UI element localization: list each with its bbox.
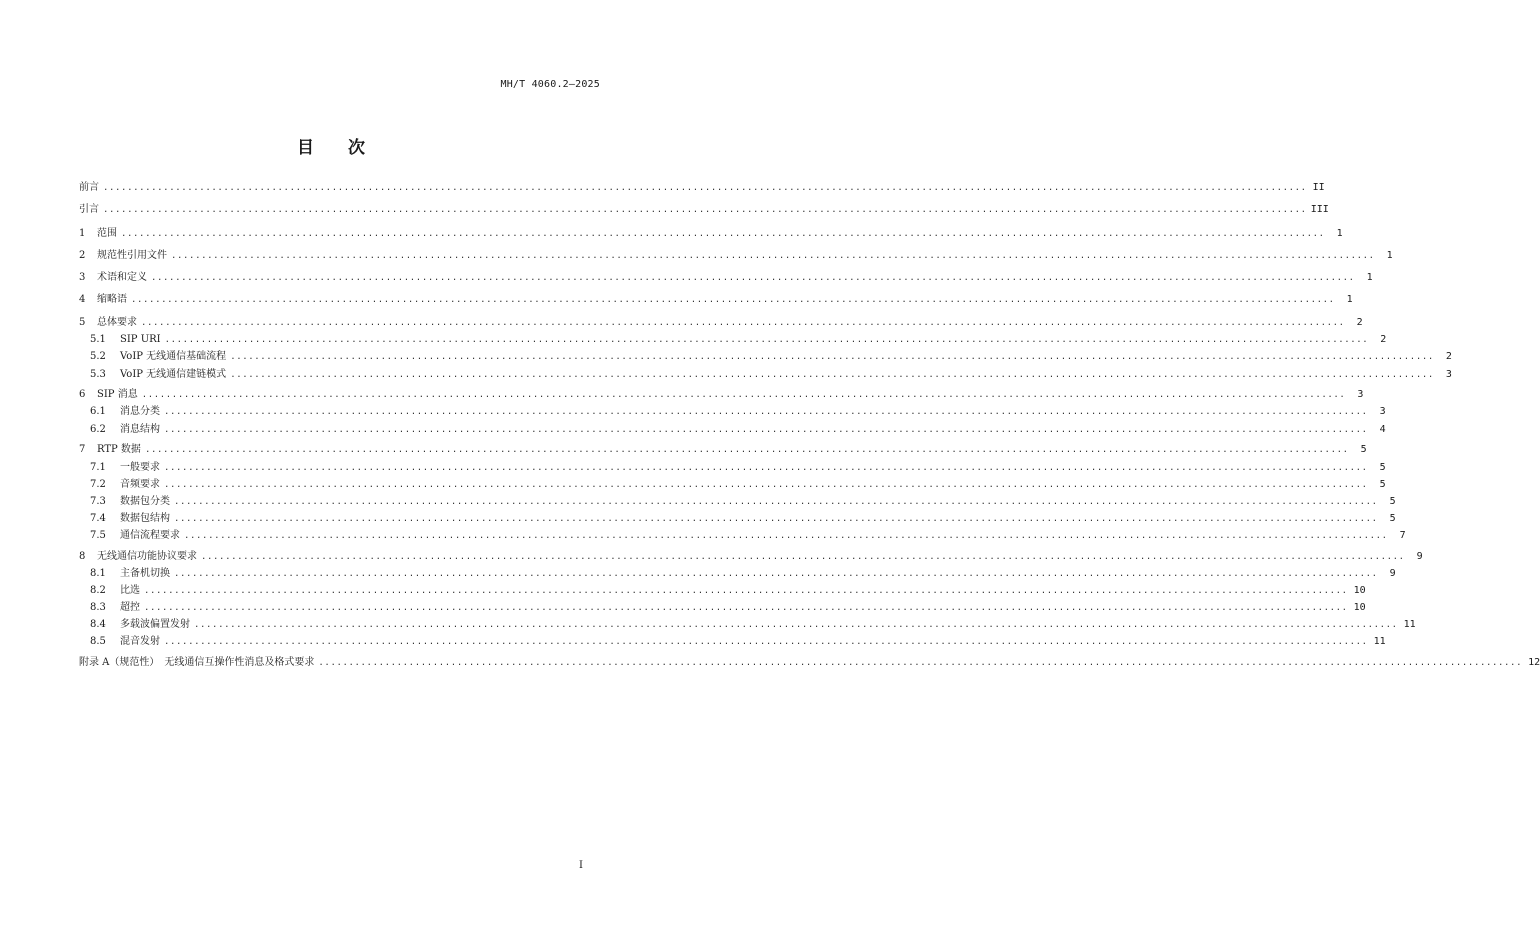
toc-entry-number: 5.3 [90, 369, 106, 380]
toc-entry-title: RTP 数据 [97, 444, 141, 455]
toc-entry[interactable] [79, 460, 1386, 476]
toc-leader-dots: ........................................................................................................................................................................................................ [164, 480, 1368, 490]
toc-entry-number: 7.1 [90, 462, 106, 473]
toc-entry[interactable] [79, 404, 1386, 420]
toc-leader-dots: ........................................................................................................................................................................................................ [141, 318, 1345, 328]
toc-entry-page: 5 [1360, 444, 1367, 455]
toc-entry-page: 9 [1416, 551, 1423, 562]
toc-entry-page: 10 [1353, 602, 1366, 613]
toc-entry[interactable] [79, 332, 1387, 348]
toc-entry-page: 2 [1356, 317, 1363, 328]
toc-entry-page: 11 [1373, 636, 1386, 647]
toc-entry-page: 12 [1528, 657, 1540, 668]
toc-leader-dots: ........................................................................................................................................................................................................ [230, 352, 1434, 362]
toc-leader-dots: ........................................................................................................................................................................................................ [103, 183, 1307, 193]
toc-entry[interactable] [79, 528, 1406, 544]
toc-leader-dots: ........................................................................................................................................................................................................ [121, 229, 1325, 239]
toc-entry-number: 5.2 [90, 351, 106, 362]
toc-entry-page: 3 [1357, 389, 1364, 400]
toc-entry[interactable] [79, 655, 1540, 671]
toc-entry-page: 10 [1353, 585, 1366, 596]
toc-entry[interactable] [79, 617, 1416, 633]
toc-entry-title: VoIP 无线通信基础流程 [120, 351, 227, 362]
toc-entry-page: 5 [1389, 496, 1396, 507]
toc-entry-number: 8.1 [90, 568, 106, 579]
toc-entry[interactable] [79, 583, 1366, 599]
toc-entry-page: 1 [1386, 250, 1393, 261]
toc-entry[interactable] [79, 248, 1393, 264]
toc-entry-title: 比选 [120, 585, 140, 596]
toc-entry-page: 1 [1366, 272, 1373, 283]
page-number: I [579, 860, 583, 871]
toc-entry-title: 无线通信功能协议要求 [97, 551, 197, 562]
toc-leader-dots: ........................................................................................................................................................................................................ [144, 603, 1348, 613]
toc-entry-title: 数据包结构 [120, 513, 170, 524]
toc-entry[interactable] [79, 494, 1396, 510]
toc-leader-dots: ........................................................................................................................................................................................................ [171, 251, 1375, 261]
toc-entry-number: 6 [79, 389, 86, 400]
toc-entry-title: 范围 [97, 228, 117, 239]
toc-entry-title: 多载波偏置发射 [120, 619, 190, 630]
toc-entry[interactable] [79, 634, 1386, 650]
toc-entry[interactable] [79, 600, 1366, 616]
toc-entry-title: VoIP 无线通信建链模式 [120, 369, 227, 380]
toc-entry[interactable] [79, 270, 1373, 286]
toc-entry-number: 5 [79, 317, 86, 328]
toc-entry[interactable] [79, 292, 1353, 308]
toc-entry-title: 缩略语 [97, 294, 127, 305]
toc-entry-page: II [1312, 182, 1325, 193]
toc-entry-page: 1 [1336, 228, 1343, 239]
toc-leader-dots: ........................................................................................................................................................................................................ [230, 370, 1434, 380]
toc-entry-title: 规范性引用文件 [97, 250, 167, 261]
toc-entry-page: 2 [1380, 334, 1387, 345]
toc-entry-title: 通信流程要求 [120, 530, 180, 541]
toc-entry-title: 术语和定义 [97, 272, 147, 283]
toc-entry[interactable] [79, 477, 1386, 493]
toc-entry-page: 3 [1379, 406, 1386, 417]
toc-entry-number: 3 [79, 272, 86, 283]
toc-entry-number: 8 [79, 551, 86, 562]
toc-entry-number: 7 [79, 444, 86, 455]
toc-entry-number: 8.4 [90, 619, 106, 630]
toc-entry-number: 7.5 [90, 530, 106, 541]
toc-entry-number: 5.1 [90, 334, 106, 345]
toc-leader-dots: ........................................................................................................................................................................................................ [164, 425, 1368, 435]
toc-entry-title: SIP 消息 [97, 389, 138, 400]
toc-entry-page: 7 [1399, 530, 1406, 541]
toc-entry-title: 消息结构 [120, 424, 160, 435]
toc-entry-title: 数据包分类 [120, 496, 170, 507]
toc-leader-dots: ........................................................................................................................................................................................................ [194, 620, 1398, 630]
toc-entry-title: 主备机切换 [120, 568, 170, 579]
toc-leader-dots: ........................................................................................................................................................................................................ [174, 497, 1378, 507]
toc-leader-dots: ........................................................................................................................................................................................................ [131, 295, 1335, 305]
toc-leader-dots: ........................................................................................................................................................................................................ [141, 390, 1346, 400]
toc-entry-number: 8.5 [90, 636, 106, 647]
toc-entry-title: 引言 [79, 204, 99, 215]
toc-entry-number: 7.4 [90, 513, 106, 524]
toc-entry-number: 8.3 [90, 602, 106, 613]
toc-entry-title: 音频要求 [120, 479, 160, 490]
toc-leader-dots: ........................................................................................................................................................................................................ [174, 514, 1378, 524]
toc-leader-dots: ........................................................................................................................................................................................................ [174, 569, 1378, 579]
toc-entry-number: 1 [79, 228, 86, 239]
toc-entry-title: 前言 [79, 182, 99, 193]
toc-entry-page: 5 [1389, 513, 1396, 524]
toc-entry-page: 5 [1379, 479, 1386, 490]
toc-entry-number: 6.1 [90, 406, 106, 417]
toc-entry-number: 2 [79, 250, 86, 261]
toc-entry-title: 总体要求 [97, 317, 137, 328]
toc-entry-title: 超控 [120, 602, 140, 613]
toc-entry[interactable] [79, 367, 1452, 383]
toc-entry-page: 11 [1403, 619, 1416, 630]
toc-entry-page: 1 [1346, 294, 1353, 305]
toc-entry-page: 2 [1445, 351, 1452, 362]
toc-entry-title: 混音发射 [120, 636, 160, 647]
toc-leader-dots: ........................................................................................................................................................................................................ [318, 658, 1523, 668]
toc-entry[interactable] [79, 442, 1367, 458]
toc-entry[interactable] [79, 226, 1343, 242]
toc-entry-page: III [1310, 204, 1329, 215]
toc-entry-number: 8.2 [90, 585, 106, 596]
toc-entry-page: 5 [1379, 462, 1386, 473]
toc-leader-dots: ........................................................................................................................................................................................................ [164, 335, 1369, 345]
toc-entry-number: 4 [79, 294, 86, 305]
toc-entry-title: 消息分类 [120, 406, 160, 417]
toc-entry-title: SIP URI [120, 334, 161, 345]
toc-entry[interactable] [79, 549, 1423, 565]
toc-entry-title: 附录 A（规范性） 无线通信互操作性消息及格式要求 [79, 657, 315, 668]
toc-entry-page: 4 [1379, 424, 1386, 435]
toc-entry-page: 3 [1445, 369, 1452, 380]
toc-leader-dots: ........................................................................................................................................................................................................ [144, 445, 1349, 455]
toc-leader-dots: ........................................................................................................................................................................................................ [164, 637, 1368, 647]
toc-leader-dots: ........................................................................................................................................................................................................ [103, 205, 1307, 215]
toc-leader-dots: ........................................................................................................................................................................................................ [164, 407, 1368, 417]
document-id: MH/T 4060.2—2025 [500, 79, 600, 90]
toc-leader-dots: ........................................................................................................................................................................................................ [151, 273, 1355, 283]
toc-entry[interactable] [79, 315, 1363, 331]
page-title: 目 次 [297, 138, 365, 158]
toc-entry[interactable] [79, 202, 1329, 218]
toc-entry-number: 7.3 [90, 496, 106, 507]
toc-leader-dots: ........................................................................................................................................................................................................ [184, 531, 1388, 541]
toc-entry-number: 7.2 [90, 479, 106, 490]
toc-entry-title: 一般要求 [120, 462, 160, 473]
toc-entry[interactable] [79, 422, 1386, 438]
toc-entry[interactable] [79, 511, 1396, 527]
toc-entry[interactable] [79, 349, 1452, 365]
toc-entry-page: 9 [1389, 568, 1396, 579]
toc-entry[interactable] [79, 387, 1364, 403]
toc-entry-number: 6.2 [90, 424, 106, 435]
toc-entry[interactable] [79, 566, 1396, 582]
toc-entry[interactable] [79, 180, 1325, 196]
toc-leader-dots: ........................................................................................................................................................................................................ [144, 586, 1348, 596]
toc-leader-dots: ........................................................................................................................................................................................................ [201, 552, 1405, 562]
toc-leader-dots: ........................................................................................................................................................................................................ [164, 463, 1368, 473]
